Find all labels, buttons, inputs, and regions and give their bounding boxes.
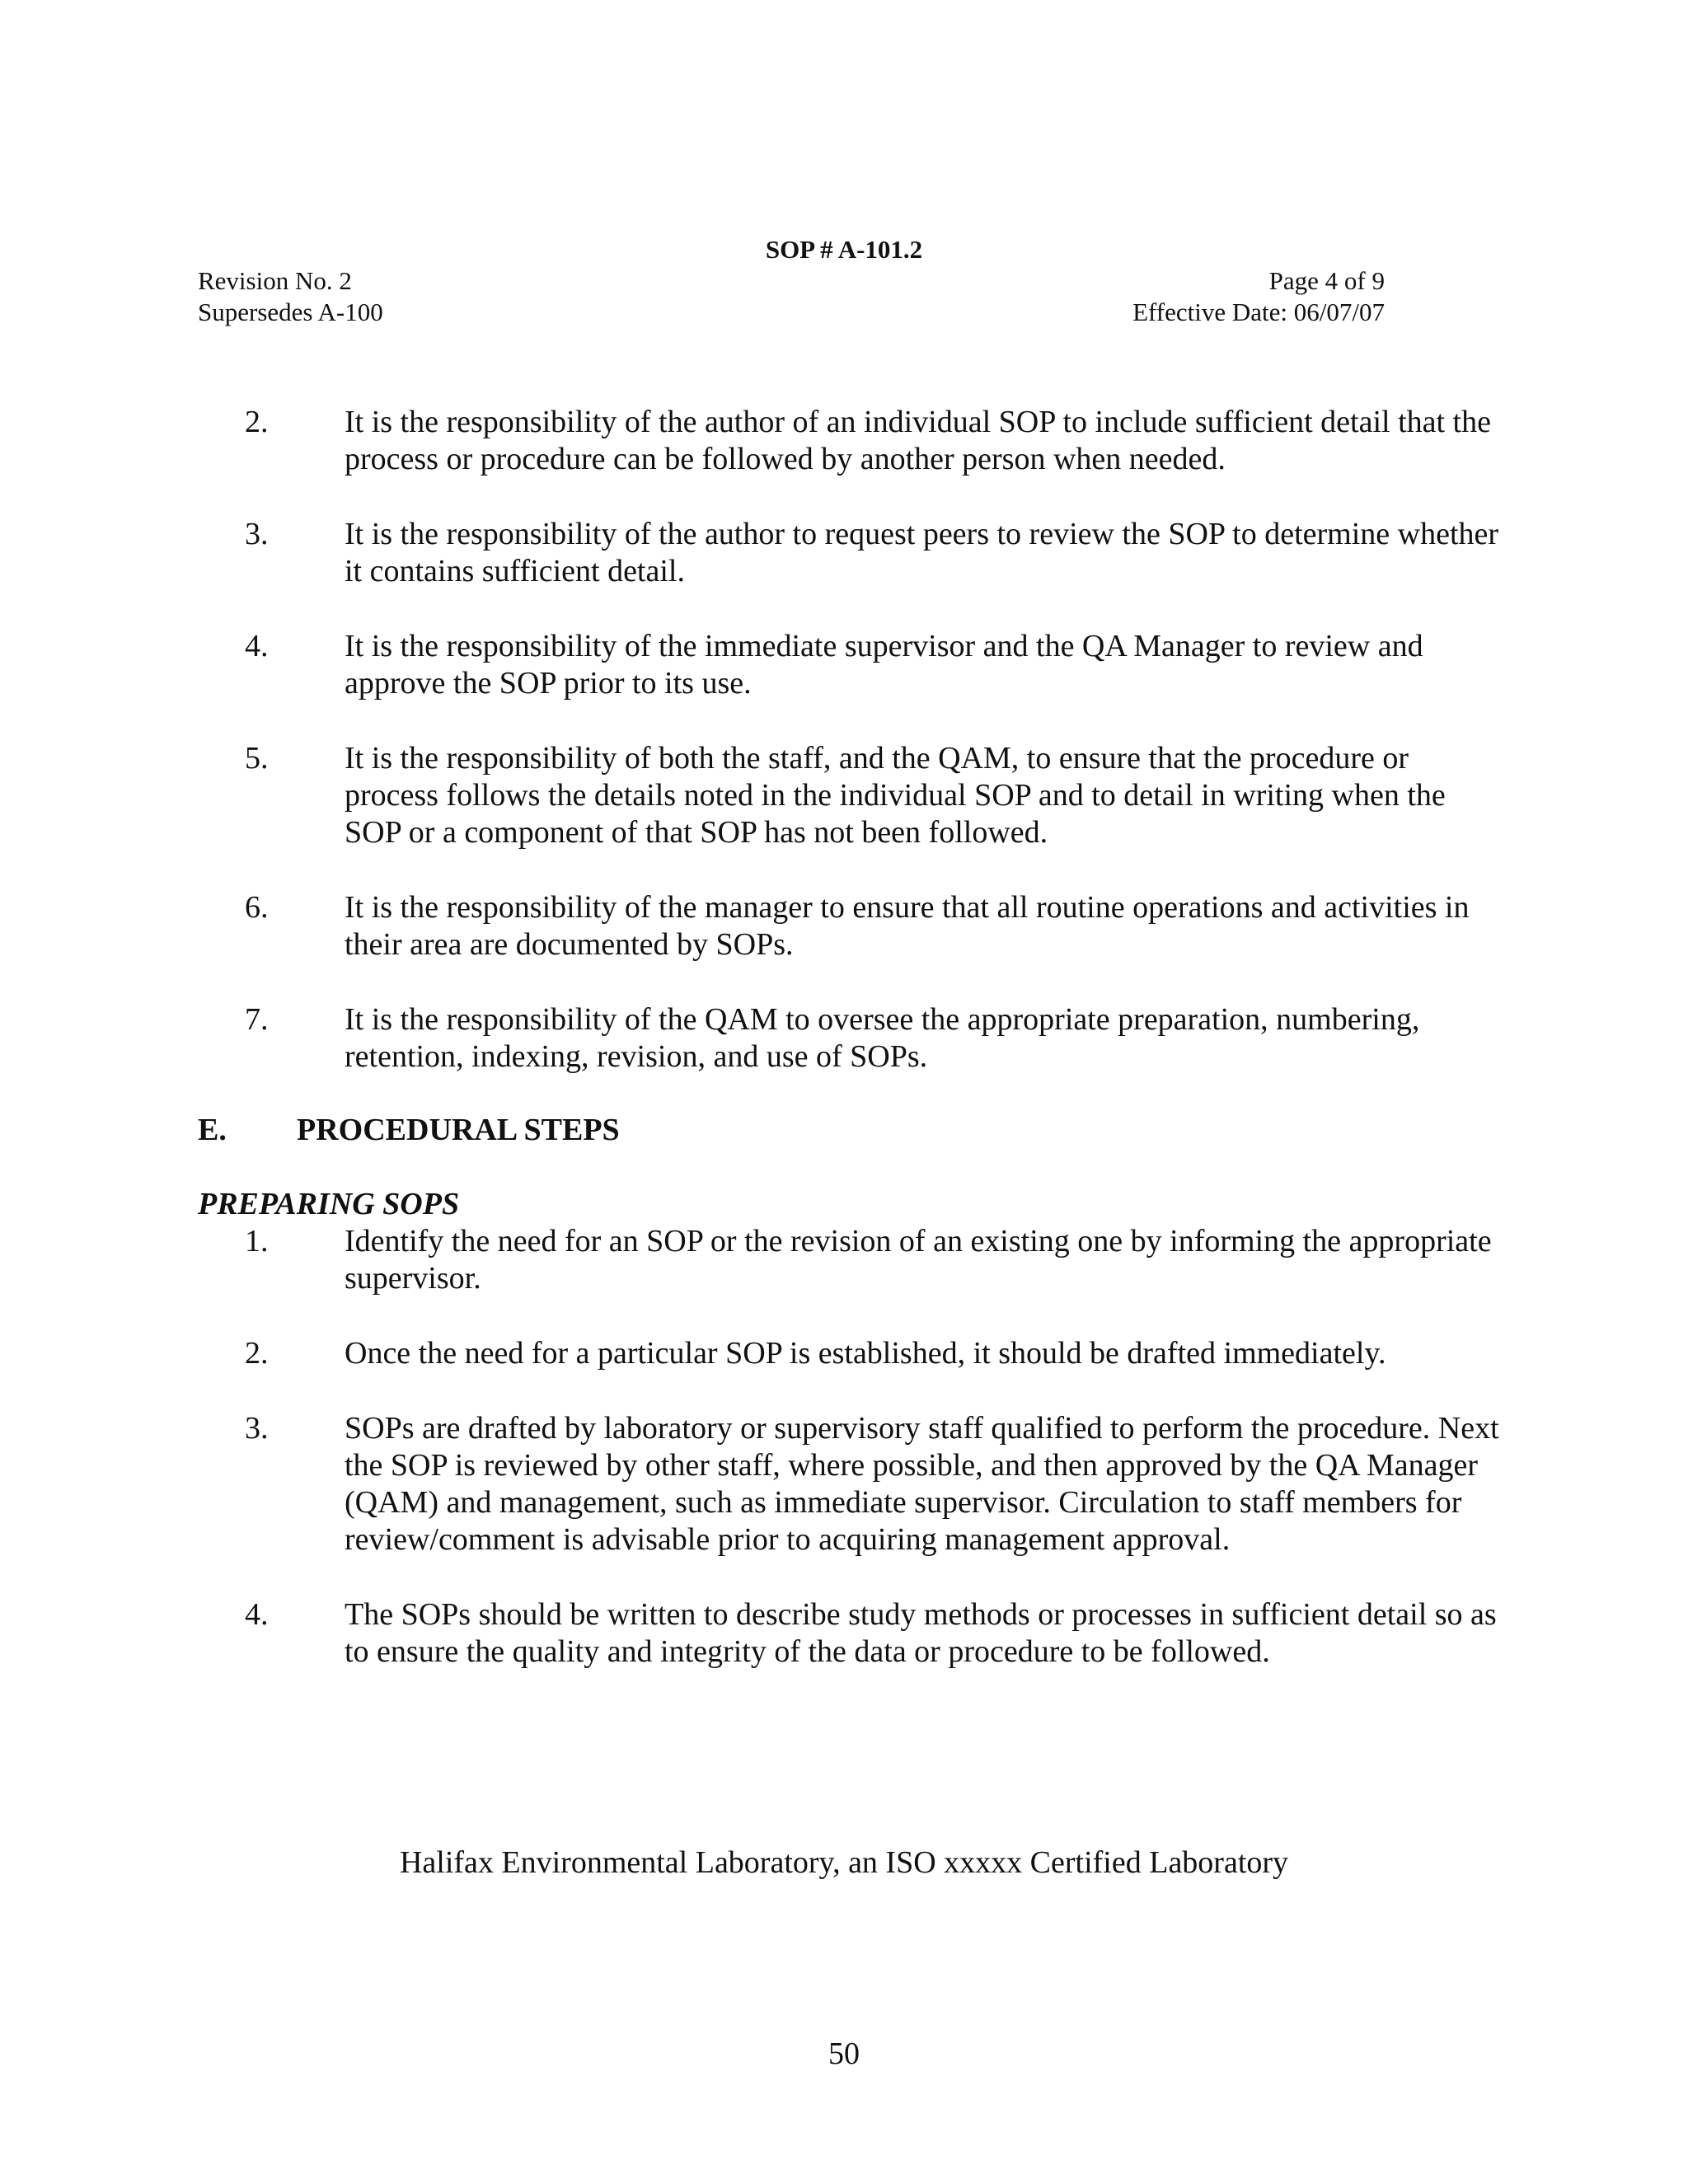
list-item [198, 1410, 1508, 1558]
header-row-1 [198, 266, 1385, 296]
list-item [198, 740, 1508, 851]
section-heading [198, 1112, 1508, 1149]
item-number: 7. [245, 1002, 269, 1037]
section-title: PROCEDURAL STEPS [297, 1113, 620, 1147]
item-text: SOPs are drafted by laboratory or supervisory staff qualified to perform the procedure. Next the SOP is reviewed by other staff, where possible, and then approved by the QA Manager (QAM) and management, such as immediate supervisor. Circulation to staff members for review/comment is advisable prior to acquiring management approval. [345, 1411, 1499, 1557]
section-letter: E. [198, 1113, 227, 1147]
item-number: 5. [245, 741, 269, 776]
list-item [198, 404, 1508, 478]
list-item [198, 1596, 1508, 1671]
footer-text: Halifax Environmental Laboratory, an ISO xxxxx Certified Laboratory [399, 1845, 1289, 1880]
page-of-total: Page 4 of 9 [1268, 266, 1385, 295]
item-text: It is the responsibility of the author to request peers to review the SOP to determine whether it contains sufficient detail. [345, 517, 1499, 588]
responsibilities-list [198, 404, 1508, 1076]
list-item [198, 889, 1508, 963]
item-number: 3. [245, 1411, 269, 1446]
item-text: Once the need for a particular SOP is established, it should be drafted immediately. [345, 1336, 1386, 1371]
item-number: 2. [245, 405, 269, 439]
item-text: It is the responsibility of the QAM to oversee the appropriate preparation, numbering, retention, indexing, revision, and use of SOPs. [345, 1002, 1420, 1074]
supersedes: Supersedes A-100 [198, 298, 383, 326]
item-number: 4. [245, 1597, 269, 1632]
revision-number: Revision No. 2 [198, 266, 352, 295]
list-item [198, 1335, 1508, 1372]
subheading: PREPARING SOPS [198, 1187, 460, 1221]
list-item [198, 1223, 1508, 1297]
document-body [198, 404, 1508, 1708]
effective-date: Effective Date: 06/07/07 [1132, 298, 1385, 326]
item-number: 3. [245, 517, 269, 551]
list-item [198, 516, 1508, 590]
sop-number: SOP # A-101.2 [765, 235, 923, 264]
item-text: The SOPs should be written to describe study methods or processes in sufficient detail so as to ensure the quality and integrity of the data or procedure to be followed. [345, 1597, 1497, 1669]
list-item [198, 628, 1508, 702]
item-text: It is the responsibility of the manager to ensure that all routine operations and activities in their area are documented by SOPs. [345, 890, 1470, 962]
item-number: 4. [245, 629, 269, 663]
item-text: It is the responsibility of the immediate supervisor and the QA Manager to review and approve the SOP prior to its use. [345, 629, 1423, 701]
steps-list [198, 1223, 1508, 1671]
item-number: 1. [245, 1224, 269, 1258]
item-number: 2. [245, 1336, 269, 1371]
item-text: Identify the need for an SOP or the revision of an existing one by informing the appropriate supervisor. [345, 1224, 1492, 1296]
list-item [198, 1001, 1508, 1076]
item-text: It is the responsibility of both the staff, and the QAM, to ensure that the procedure or process follows the details noted in the individual SOP and to detail in writing when the SOP or a component of that SOP has not been followed. [345, 741, 1446, 850]
item-number: 6. [245, 890, 269, 925]
page-number: 50 [828, 2036, 860, 2071]
header-row-2 [198, 298, 1385, 327]
item-text: It is the responsibility of the author of an individual SOP to include sufficient detail that the process or procedure can be followed by another person when needed. [345, 405, 1491, 476]
